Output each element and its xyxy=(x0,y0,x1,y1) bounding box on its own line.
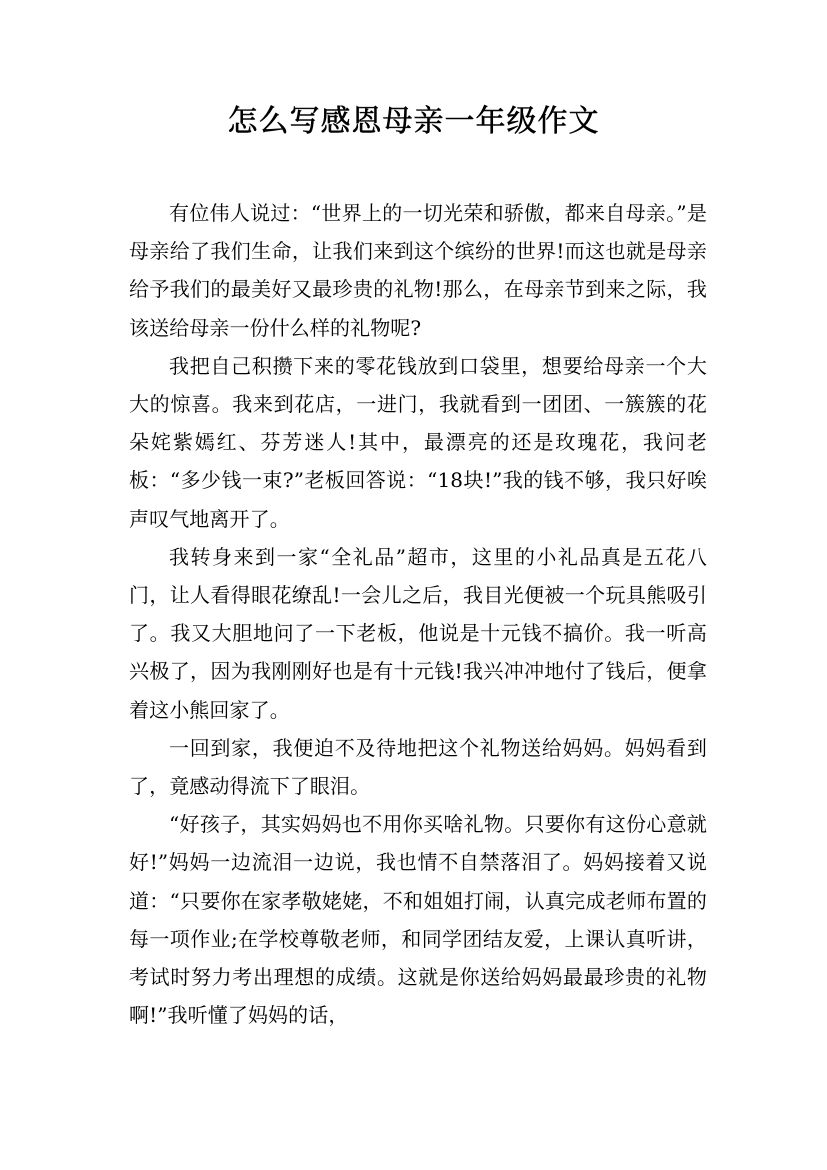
paragraph-4: 一回到家，我便迫不及待地把这个礼物送给妈妈。妈妈看到了，竟感动得流下了眼泪。 xyxy=(129,735,707,799)
paragraph-5: “好孩子，其实妈妈也不用你买啥礼物。只要你有这份心意就好!”妈妈一边流泪一边说，我也情不自禁落泪了。妈妈接着又说道：“只要你在家孝敬姥姥，不和姐姐打闹，认真完成老师布置的每一项作业;在学校尊敬老师，和同学团结友爱，上课认真听讲，考试时努力考出理想的成绩。这就是你送给妈妈最最珍贵的礼物啊!”我听懂了妈妈的话， xyxy=(129,812,707,1028)
paragraph-1: 有位伟人说过：“世界上的一切光荣和骄傲，都来自母亲。”是母亲给了我们生命，让我们来到这个缤纷的世界!而这也就是母亲给予我们的最美好又最珍贵的礼物!那么，在母亲节到来之际，我该送给母亲一份什么样的礼物呢? xyxy=(129,201,707,340)
paragraph-3: 我转身来到一家“全礼品”超市，这里的小礼品真是五花八门，让人看得眼花缭乱!一会儿之后，我目光便被一个玩具熊吸引了。我又大胆地问了一下老板，他说是十元钱不搞价。我一听高兴极了，因为我刚刚好也是有十元钱!我兴冲冲地付了钱后，便拿着这小熊回家了。 xyxy=(129,544,707,722)
paragraph-2: 我把自己积攒下来的零花钱放到口袋里，想要给母亲一个大大的惊喜。我来到花店，一进门，我就看到一团团、一簇簇的花朵姹紫嫣红、芬芳迷人!其中，最漂亮的还是玫瑰花，我问老板：“多少钱一束?”老板回答说：“18块!”我的钱不够，我只好唉声叹气地离开了。 xyxy=(129,353,707,531)
document-body xyxy=(129,194,707,1034)
document-title: 怎么写感恩母亲一年级作文 xyxy=(227,104,600,139)
